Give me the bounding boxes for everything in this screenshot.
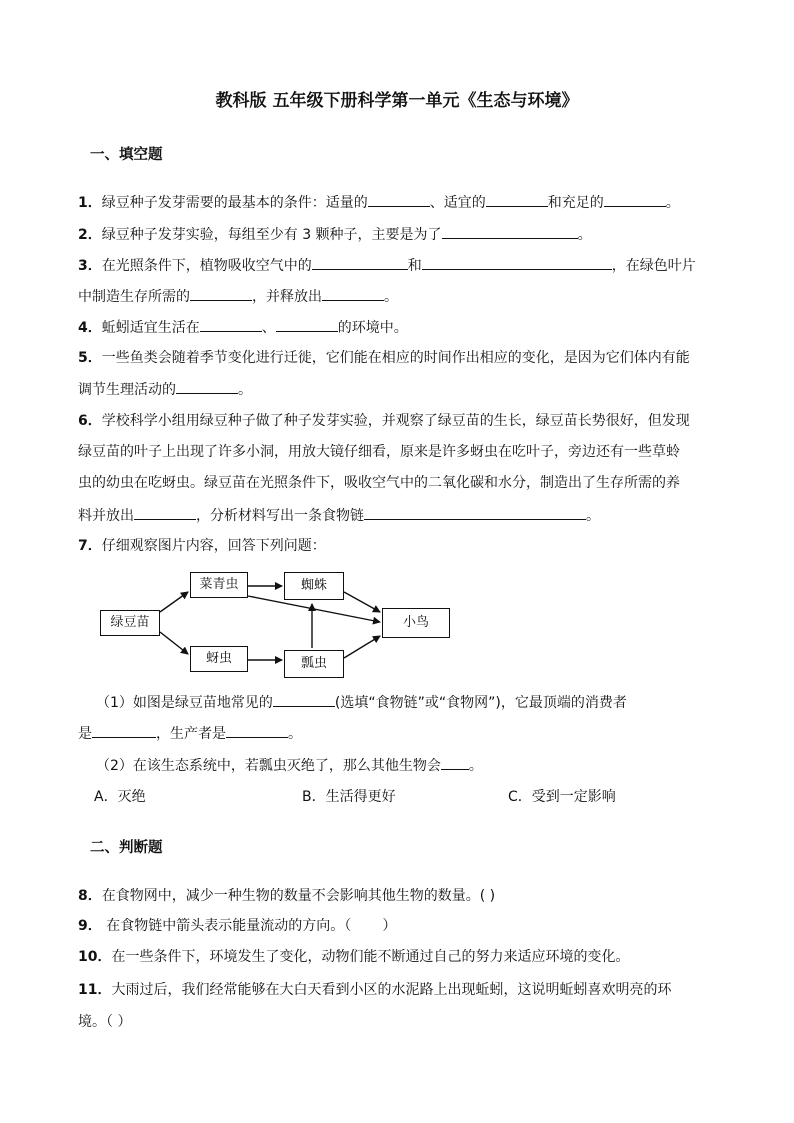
answer-blank[interactable] (441, 755, 469, 770)
question-number: 6． (78, 413, 102, 429)
question-11-line-2: 境。（ ） (78, 1014, 132, 1030)
question-number: 2． (78, 227, 102, 243)
question-number: 10． (78, 949, 112, 965)
question-7-sub-2: （2）在该生态系统中，若瓢虫灭绝了，那么其他生物会 。 (96, 755, 483, 776)
question-6-line-1: 6．学校科学小组用绿豆种子做了种子发芽实验，并观察了绿豆苗的生长，绿豆苗长势很好，但发现 (78, 413, 690, 429)
arrow-lvdoumiao-to-yachong (160, 632, 188, 654)
answer-blank[interactable] (486, 192, 548, 207)
food-web-diagram (96, 566, 466, 690)
answer-blank[interactable] (226, 723, 288, 738)
page-title: 教科版 五年级下册科学第一单元《生态与环境》 (215, 91, 579, 111)
question-7-sub-1-line-1: （1）如图是绿豆苗地常见的 (选填“食物链”或“食物网”)，它最顶端的消费者 (96, 692, 627, 713)
arrow-lvdoumiao-to-caiqingchong (160, 592, 188, 612)
node-caiqingchong: 菜青虫 (190, 572, 248, 598)
answer-blank[interactable] (422, 255, 612, 270)
answer-blank[interactable] (273, 692, 335, 707)
question-4: 4．蚯蚓适宜生活在 、 的环境中。 (78, 317, 408, 338)
option-b[interactable]: B．生活得更好 (302, 789, 396, 805)
question-number: 8． (78, 888, 102, 904)
node-piaochong: 瓢虫 (284, 650, 344, 678)
question-1: 1．绿豆种子发芽需要的最基本的条件：适量的 、适宜的 和充足的 。 (78, 192, 680, 213)
arrow-piaochong-to-xiaoniao (344, 636, 380, 658)
answer-blank[interactable] (200, 317, 262, 332)
question-10: 10．在一些条件下，环境发生了变化，动物们能不断通过自己的努力来适应环境的变化。 (78, 949, 630, 965)
answer-blank[interactable] (276, 317, 338, 332)
section-title-fill-blank: 一、填空题 (90, 147, 163, 163)
question-number: 9． (78, 918, 102, 934)
answer-blank[interactable] (368, 192, 430, 207)
answer-blank[interactable] (176, 379, 238, 394)
question-number: 11． (78, 982, 112, 998)
section-title-true-false: 二、判断题 (90, 840, 163, 856)
question-7: 7．仔细观察图片内容，回答下列问题： (78, 538, 326, 554)
question-number: 3． (78, 258, 102, 274)
arrow-zhizhu-to-xiaoniao (344, 592, 380, 612)
node-yachong: 蚜虫 (190, 646, 248, 672)
answer-blank[interactable] (364, 505, 586, 520)
question-3-line-1: 3．在光照条件下，植物吸收空气中的 和 ，在绿色叶片 (78, 255, 696, 276)
question-6-line-3: 虫的幼虫在吃蚜虫。绿豆苗在光照条件下，吸收空气中的二氧化碳和水分，制造出了生存所需的养 (78, 475, 680, 491)
answer-blank[interactable] (312, 255, 408, 270)
answer-blank[interactable] (190, 286, 252, 301)
question-2: 2．绿豆种子发芽实验，每组至少有 3 颗种子，主要是为了 。 (78, 224, 592, 245)
question-11-line-1: 11．大雨过后，我们经常能够在大白天看到小区的水泥路上出现蚯蚓，这说明蚯蚓喜欢明亮的环 (78, 982, 672, 998)
question-8: 8．在食物网中，减少一种生物的数量不会影响其他生物的数量。( ) (78, 888, 496, 904)
question-5-line-2: 调节生理活动的 。 (78, 379, 252, 400)
question-9: 9． 在食物链中箭头表示能量流动的方向。（ ） (78, 918, 397, 934)
node-xiaoniao: 小鸟 (382, 608, 450, 638)
answer-blank[interactable] (134, 505, 196, 520)
question-number: 1． (78, 195, 102, 211)
answer-blank[interactable] (604, 192, 666, 207)
answer-blank[interactable] (92, 723, 156, 738)
answer-blank[interactable] (442, 224, 578, 239)
question-7-sub-1-line-2: 是 ，生产者是 。 (78, 723, 302, 744)
question-number: 7． (78, 538, 102, 554)
question-6-line-4: 料并放出 ，分析材料写出一条食物链 。 (78, 505, 600, 526)
question-3-line-2: 中制造生存所需的 ，并释放出 。 (78, 286, 398, 307)
question-number: 5． (78, 350, 102, 366)
answer-blank[interactable] (322, 286, 384, 301)
question-7-options (0, 786, 794, 806)
question-number: 4． (78, 320, 102, 336)
question-6-line-2: 绿豆苗的叶子上出现了许多小洞，用放大镜仔细看，原来是许多蚜虫在吃叶子，旁边还有一些草蛉 (78, 444, 680, 460)
question-5-line-1: 5．一些鱼类会随着季节变化进行迁徙，它们能在相应的时间作出相应的变化，是因为它们体内有能 (78, 350, 690, 366)
option-a[interactable]: A．灭绝 (94, 789, 146, 805)
node-lvdoumiao: 绿豆苗 (100, 610, 160, 636)
node-zhizhu: 蜘蛛 (284, 572, 344, 600)
option-c[interactable]: C．受到一定影响 (508, 789, 616, 805)
